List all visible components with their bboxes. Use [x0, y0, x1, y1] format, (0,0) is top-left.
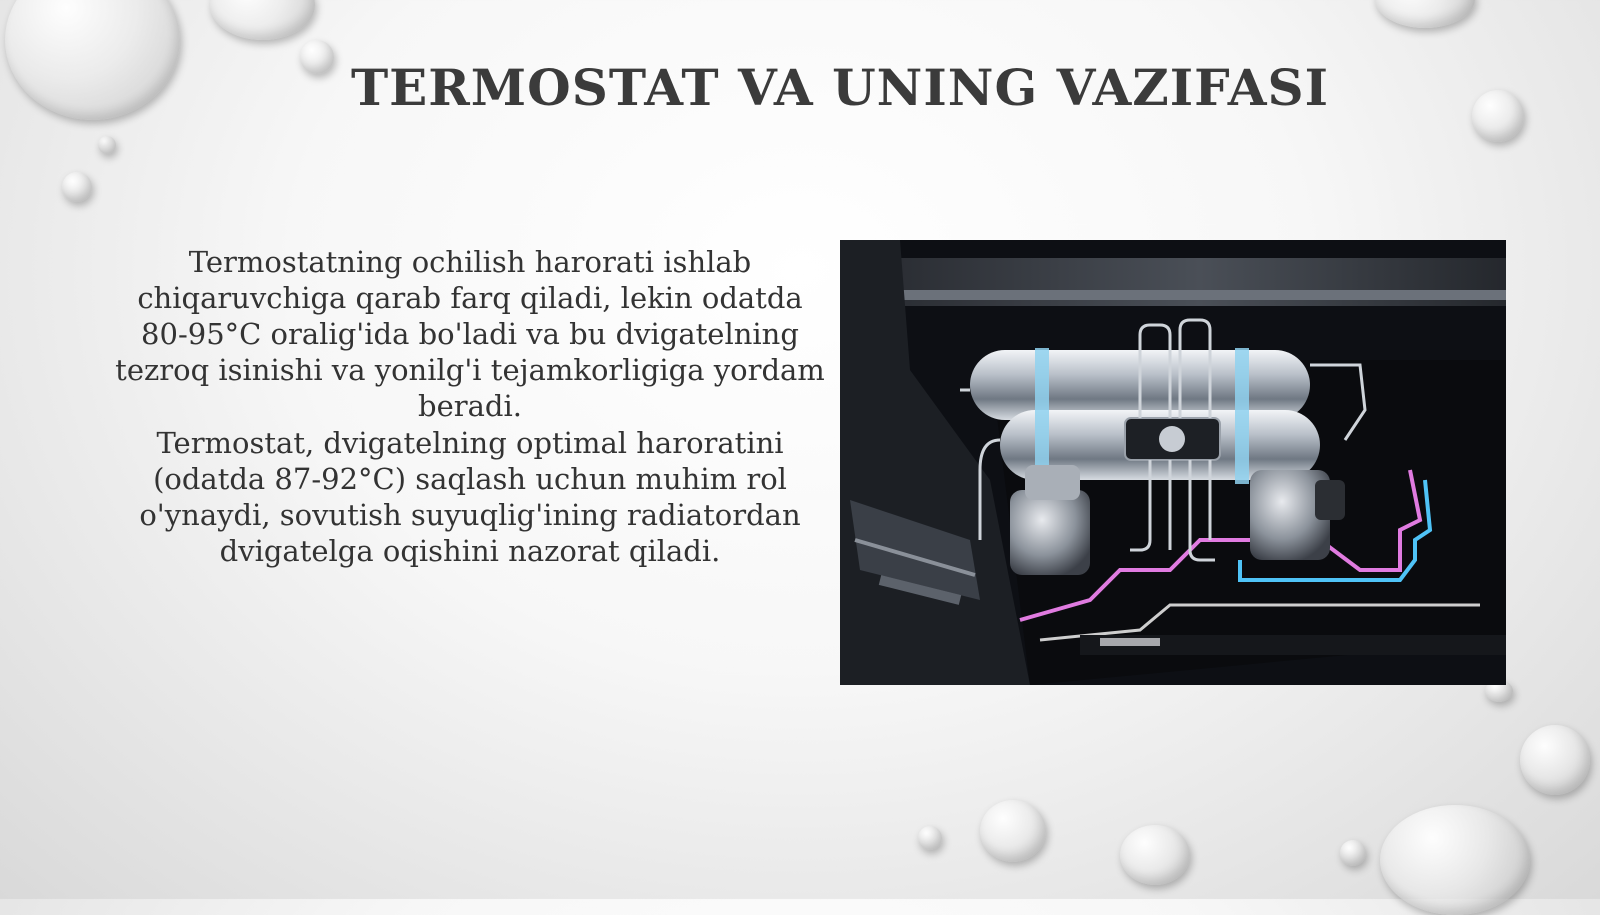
paragraph-thermostat-role: Termostat, dvigatelning optimal haroratini (odatda 87-92°C) saqlash uchun muhim rol o'ynaydi, sovutish suyuqlig'ining radiatordan dvigatelga oqishini nazorat qiladi. [139, 426, 801, 568]
water-drop-decoration [918, 826, 942, 850]
car-trunk-air-suspension-photo [840, 240, 1506, 685]
water-drop-decoration [210, 0, 315, 40]
water-drop-decoration [1375, 0, 1475, 28]
water-drop-decoration [1120, 825, 1190, 885]
water-drop-decoration [1520, 725, 1590, 795]
water-drop-decoration [5, 0, 180, 120]
water-drop-decoration [98, 136, 116, 154]
water-drop-decoration [980, 800, 1046, 862]
paragraph-opening-temperature: Termostatning ochilish harorati ishlab chiqaruvchiga qarab farq qiladi, lekin odatda 80-95°C oralig'ida bo'ladi va bu dvigatelning tezroq isinishi va yonilg'i tejamkorligiga yordam beradi. [115, 245, 825, 423]
slide-title: TERMOSTAT VA UNING VAZIFASI [350, 58, 1330, 117]
water-drop-decoration [1340, 840, 1366, 866]
photo-illustration [840, 240, 1506, 685]
water-drop-decoration [62, 172, 92, 202]
